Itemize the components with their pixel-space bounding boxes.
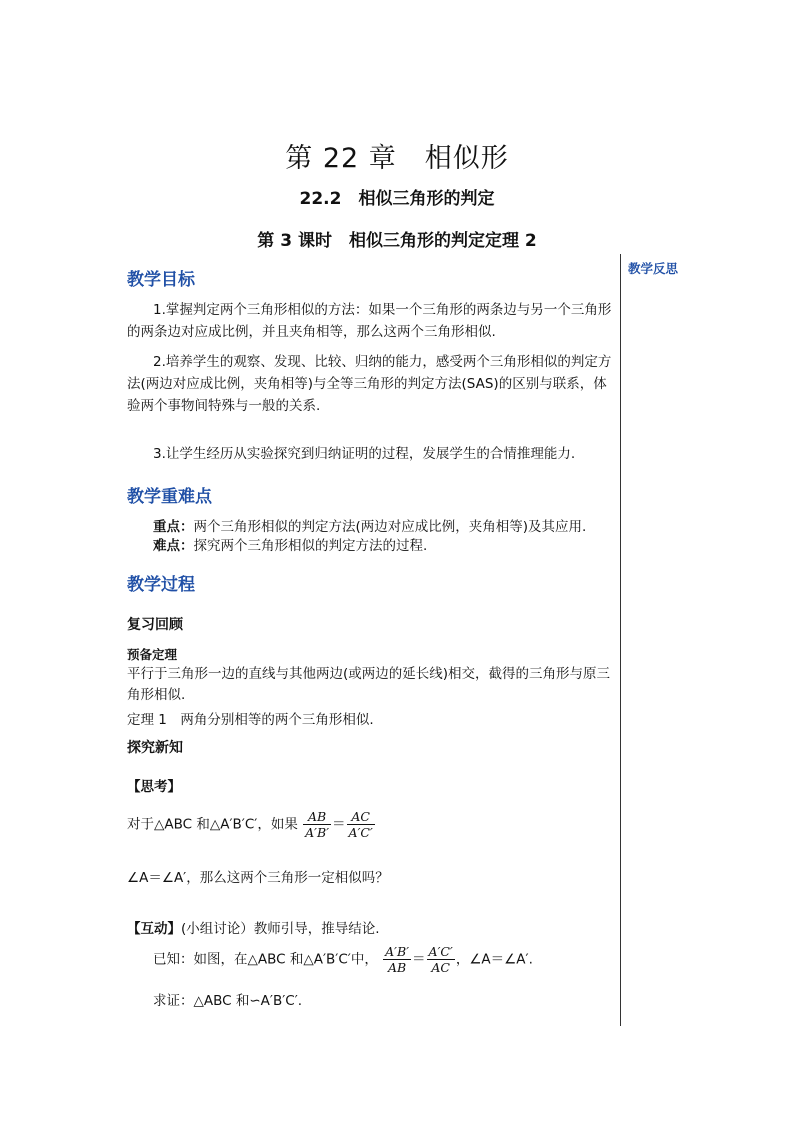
- think-question: [127, 809, 376, 840]
- key-point: [153, 515, 586, 535]
- key-points-heading: 教学重难点: [127, 487, 212, 507]
- objectives-heading: 教学目标: [127, 270, 195, 290]
- objective-2: 2.培养学生的观察、发现、比较、归纳的能力，感受两个三角形相似的判定方法(两边对应成比例，夹角相等)与全等三角形的判定方法(SAS)的区别与联系，体验两个事物间特殊与一般的关系.: [127, 354, 612, 414]
- process-heading: 教学过程: [127, 575, 195, 595]
- given-statement: [153, 944, 533, 975]
- fraction-numerator: AC: [347, 809, 375, 825]
- prove-statement: 求证：△ABC 和∽A′B′C′.: [153, 993, 303, 1009]
- fraction-a1c1-over-ac: [427, 944, 455, 975]
- prep-text: 平行于三角形一边的直线与其他两边(或两边的延长线)相交，截得的三角形与原三角形相似.: [127, 666, 611, 703]
- interact-line: [127, 917, 380, 937]
- think-heading: 【思考】: [127, 779, 181, 795]
- fraction-ac-over-a1c1: [347, 809, 375, 840]
- given-prefix: 已知：如图，在△ABC 和△A′B′C′中，: [153, 951, 378, 968]
- interact-text: (小组讨论）教师引导，推导结论.: [181, 921, 380, 937]
- fraction-a1b1-over-ab: [383, 944, 411, 975]
- objective-1: 1.掌握判定两个三角形相似的方法：如果一个三角形的两条边与另一个三角形的两条边对应成比例，并且夹角相等，那么这两个三角形相似.: [127, 302, 612, 340]
- interact-label: 【互动】: [127, 921, 181, 937]
- prep-heading: 预备定理: [127, 647, 178, 662]
- chapter-title: 第 22 章 相似形: [285, 143, 509, 174]
- objective-3: 3.让学生经历从实验探究到归纳证明的过程，发展学生的合情推理能力.: [153, 446, 576, 462]
- given-suffix: ，∠A＝∠A′.: [455, 951, 533, 968]
- fraction-denominator: A′C′: [348, 825, 373, 840]
- think-question-line2: ∠A＝∠A′，那么这两个三角形一定相似吗？: [127, 870, 389, 886]
- fraction-ab-over-a1b1: [303, 809, 331, 840]
- fraction-numerator: A′B′: [385, 944, 410, 959]
- fraction-denominator: A′B′: [305, 825, 330, 840]
- section-title: 22.2 相似三角形的判定: [299, 189, 495, 209]
- fraction-numerator: A′C′: [428, 944, 453, 959]
- sidebar-divider: [620, 254, 621, 1026]
- difficult-point-text: 探究两个三角形相似的判定方法的过程.: [193, 538, 428, 554]
- theorem-1: 定理 1 两角分别相等的两个三角形相似.: [127, 712, 374, 728]
- lesson-title: 第 3 课时 相似三角形的判定定理 2: [257, 231, 537, 251]
- explore-heading: 探究新知: [127, 740, 183, 756]
- reflection-heading: 教学反思: [628, 261, 679, 276]
- review-heading: 复习回顾: [127, 617, 183, 633]
- equals-sign: ＝: [332, 816, 346, 833]
- fraction-denominator: AC: [431, 960, 450, 975]
- fraction-denominator: AB: [387, 960, 407, 975]
- key-point-label: 重点：: [153, 519, 194, 535]
- difficult-point-label: 难点：: [153, 538, 194, 554]
- fraction-numerator: AB: [303, 809, 331, 825]
- equals-sign: ＝: [412, 951, 426, 968]
- key-point-text: 两个三角形相似的判定方法(两边对应成比例，夹角相等)及其应用.: [193, 519, 587, 535]
- difficult-point: [153, 534, 427, 554]
- think-prefix: 对于△ABC 和△A′B′C′，如果: [127, 816, 298, 833]
